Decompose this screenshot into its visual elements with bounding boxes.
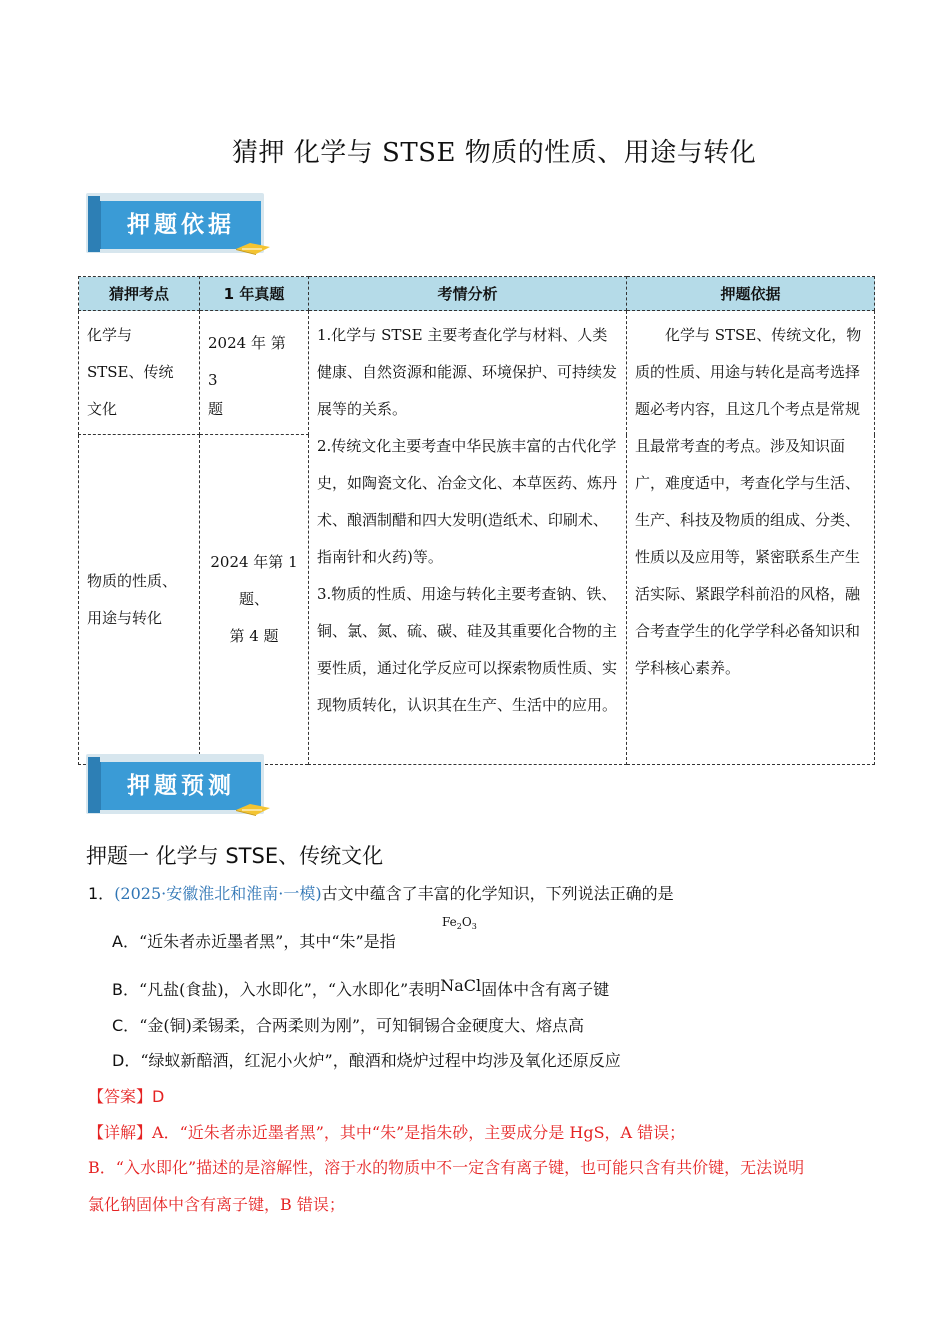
basis-cell: 化学与 STSE、传统文化，物质的性质、用途与转化是高考选择题必考内容，且这几个考点是常规且最常考查的考点。涉及知识面广，难度适中，考查化学与生活、生产、科技及物质的组成、分类、性质以及应用等，紧密联系生产生活实际、紧跟学科前沿的风格，融合考查学生的化学学科必备知识和学科核心素养。 [627, 311, 875, 765]
question-stem: 1．(2025·安徽淮北和淮南·一模)古文中蕴含了丰富的化学知识，下列说法正确的是 [88, 884, 674, 903]
basis-banner-label: 押题依据 [96, 201, 261, 249]
analysis-point-3: 3.物质的性质、用途与转化主要考查钠、铁、铜、氯、氮、硫、碳、硅及其重要化合物的主要性质，通过化学反应可以探索物质性质、实现物质转化，认识其在生产、生活中的应用。 [317, 585, 618, 714]
option-b: B．“凡盐(食盐)，入水即化”，“入水即化”表明NaCl固体中含有离子键 [112, 976, 610, 999]
forecast-banner-label: 押题预测 [96, 762, 261, 810]
formula-nacl: NaCl [440, 976, 482, 995]
option-a: A．“近朱者赤近墨者黑”，其中“朱”是指 [112, 932, 396, 951]
analysis-cell [309, 311, 627, 765]
col-header-topic: 猜押考点 [79, 277, 200, 311]
analysis-point-1: 1.化学与 STSE 主要考查化学与材料、人类健康、自然资源和能源、环境保护、可持续发展等的关系。 [317, 326, 618, 418]
detail-a: 【详解】A．“近朱者赤近墨者黑”，其中“朱”是指朱砂，主要成分是 HgS，A 错误； [88, 1123, 686, 1142]
detail-b-line1: B．“入水即化”描述的是溶解性，溶于水的物质中不一定含有离子键，也可能只含有共价键，无法说明 [88, 1158, 805, 1177]
answer-line: 【答案】D [88, 1087, 165, 1106]
detail-b-line2: 氯化钠固体中含有离子键，B 错误； [88, 1195, 345, 1214]
option-d: D．“绿蚁新醅酒，红泥小火炉”，酿酒和烧炉过程中均涉及氧化还原反应 [112, 1051, 621, 1070]
basis-banner [86, 193, 272, 261]
year-cell-1: 2024 年 第 3 题 [200, 311, 309, 435]
question-source: (2025·安徽淮北和淮南·一模) [114, 884, 322, 903]
analysis-point-2: 2.传统文化主要考查中华民族丰富的古代化学史，如陶瓷文化、冶金文化、本草医药、炼丹术、酿酒制醋和四大发明(造纸术、印刷术、指南针和火药)等。 [317, 437, 618, 566]
col-header-analysis: 考情分析 [309, 277, 627, 311]
forecast-banner [86, 754, 272, 822]
forecast-table [78, 276, 875, 765]
section-title: 押题一 化学与 STSE、传统文化 [86, 844, 384, 868]
topic-cell-1: 化学与 STSE、传统 文化 [79, 311, 200, 435]
formula-fe2o3: $Fe_2O_3$ [442, 915, 477, 931]
col-header-basis: 押题依据 [627, 277, 875, 311]
book-icon [236, 802, 270, 816]
topic-cell-2: 物质的性质、 用途与转化 [79, 435, 200, 765]
year-cell-2: 2024 年第 1 题、 第 4 题 [200, 435, 309, 765]
option-c: C．“金(铜)柔锡柔，合两柔则为刚”，可知铜锡合金硬度大、熔点高 [112, 1016, 585, 1035]
book-icon [236, 241, 270, 255]
page-title: 猜押 化学与 STSE 物质的性质、用途与转化 [232, 138, 757, 168]
col-header-year: 1 年真题 [200, 277, 309, 311]
